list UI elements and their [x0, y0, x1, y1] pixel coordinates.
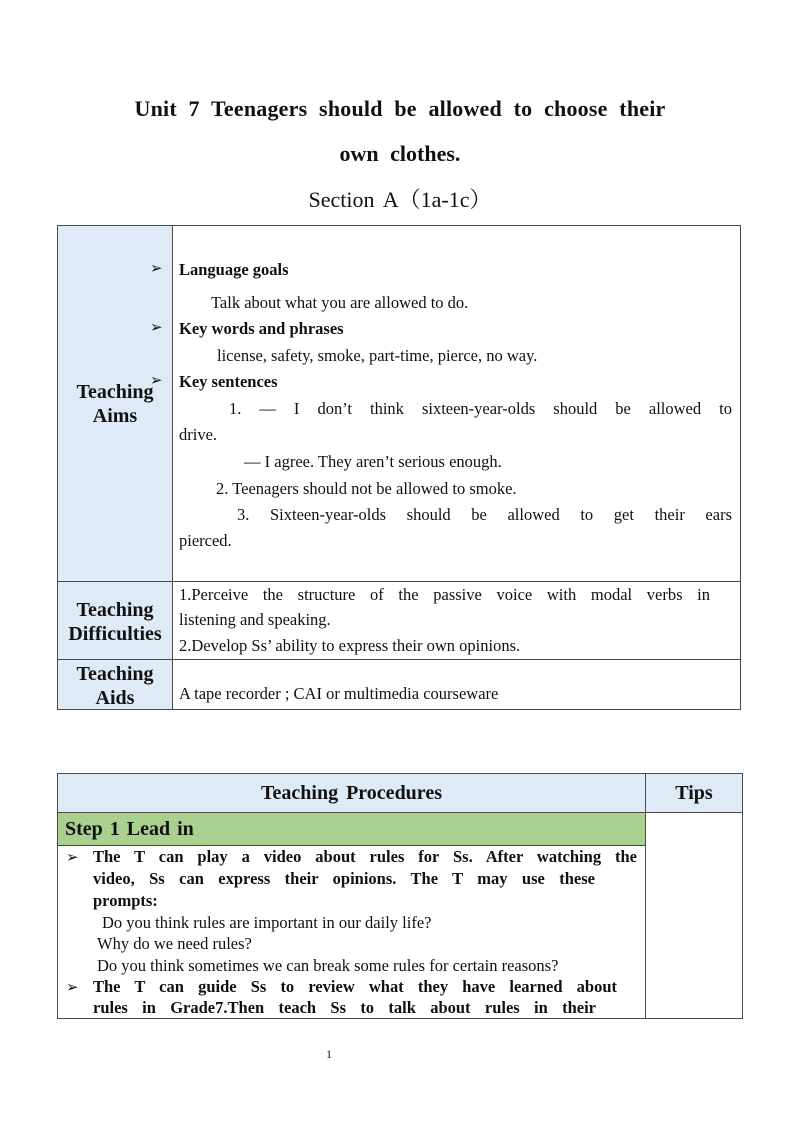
difficulty-line-1: 1.Perceive the structure of the passive voice with modal verbs in	[179, 585, 710, 604]
language-goals-text: Talk about what you are allowed to do.	[211, 293, 469, 312]
prompt-3: Do you think sometimes we can break some rules for certain reasons?	[97, 956, 559, 975]
key-words-text: license, safety, smoke, part-time, pierce, no way.	[217, 346, 538, 365]
arrow-bullet-icon: ➢	[150, 371, 163, 389]
page-number: 1	[326, 1047, 332, 1061]
bullet-1-line-3: prompts:	[93, 891, 158, 910]
arrow-bullet-icon: ➢	[66, 978, 79, 996]
step-1-heading: Step 1 Lead in	[65, 818, 194, 840]
bullet-1-line-2: video, Ss can express their opinions. The T may use these	[93, 869, 595, 888]
procedures-header-cell	[57, 773, 646, 813]
sentence-1-line-2: drive.	[179, 425, 218, 444]
aids-label-cell	[57, 659, 173, 710]
difficulty-line-3: 2.Develop Ss’ ability to express their own opinions.	[179, 636, 521, 655]
tips-header: Tips	[675, 782, 713, 804]
difficulty-line-2: listening and speaking.	[179, 610, 331, 629]
aims-label: Teaching Aims	[76, 381, 154, 427]
step-1-cell	[57, 812, 646, 846]
sentence-3-line-2: pierced.	[179, 531, 232, 550]
sentence-1-line-1: 1. — I don’t think sixteen-year-olds should be allowed to	[229, 399, 732, 418]
difficulties-label: Teaching Difficulties	[68, 599, 162, 645]
difficulties-label-cell	[57, 581, 173, 660]
aims-label-cell	[57, 225, 173, 582]
bullet-2-line-1: The T can guide Ss to review what they have learned about	[93, 977, 617, 996]
sentence-3-line-1: 3. Sixteen-year-olds should be allowed to get their ears	[237, 505, 732, 524]
tips-cell	[645, 812, 743, 1019]
bullet-1-line-1: The T can play a video about rules for Ss. After watching the	[93, 847, 637, 866]
language-goals-heading: Language goals	[179, 260, 289, 279]
title-line-2: own clothes.	[339, 141, 461, 166]
arrow-bullet-icon: ➢	[150, 318, 163, 336]
aids-label: Teaching Aids	[76, 663, 154, 709]
key-words-heading: Key words and phrases	[179, 319, 344, 338]
sentence-2: 2. Teenagers should not be allowed to smoke.	[216, 479, 517, 498]
tips-header-cell	[645, 773, 743, 813]
aids-text: A tape recorder ; CAI or multimedia courseware	[179, 684, 499, 703]
prompt-1: Do you think rules are important in our daily life?	[102, 913, 432, 932]
section-title: Section A（1a-1c）	[308, 187, 492, 212]
sentence-1-reply: — I agree. They aren’t serious enough.	[244, 452, 502, 471]
bullet-2-line-2: rules in Grade7.Then teach Ss to talk about rules in their	[93, 998, 596, 1017]
prompt-2: Why do we need rules?	[97, 934, 252, 953]
procedures-header: Teaching Procedures	[261, 782, 442, 804]
key-sentences-heading: Key sentences	[179, 372, 278, 391]
arrow-bullet-icon: ➢	[150, 259, 163, 277]
arrow-bullet-icon: ➢	[66, 848, 79, 866]
title-line-1: Unit 7 Teenagers should be allowed to choose their	[134, 96, 666, 121]
